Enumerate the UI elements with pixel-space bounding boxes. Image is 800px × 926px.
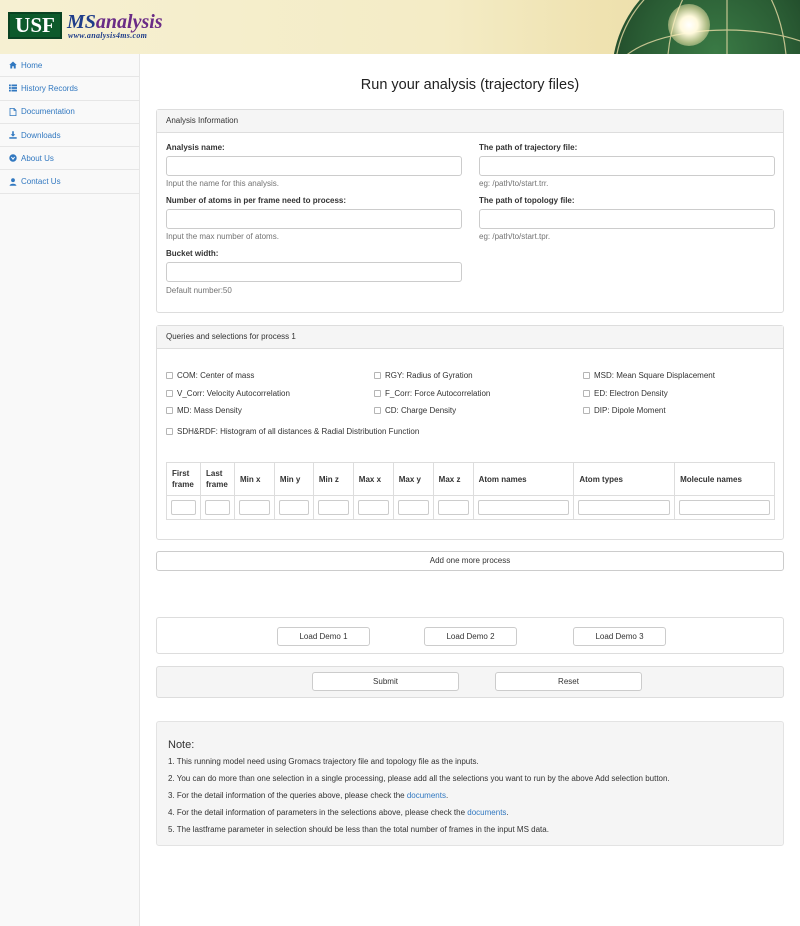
checkbox-box[interactable] <box>374 407 381 414</box>
sidebar-item-label: Contact Us <box>21 177 61 187</box>
checkbox-box[interactable] <box>374 372 381 379</box>
atoms-label: Number of atoms in per frame need to process: <box>166 196 347 205</box>
brand-ms: MS <box>67 11 96 33</box>
topology-path-label: The path of topology file: <box>479 196 575 205</box>
sidebar-item-label: History Records <box>21 83 78 93</box>
atoms-input[interactable] <box>166 209 462 229</box>
file-icon <box>9 108 17 116</box>
sidebar-item-downloads[interactable] <box>0 124 139 147</box>
column-header-min-z: Min z <box>313 463 353 496</box>
note-line-2: 2. You can do more than one selection in a single processing, please add all the selections you want to run by the above Add selection button. <box>168 774 670 783</box>
table-cell <box>393 496 433 520</box>
sidebar-item-documentation[interactable] <box>0 101 139 124</box>
bucket-width-label: Bucket width: <box>166 249 219 258</box>
usf-logo[interactable]: USF <box>8 12 62 39</box>
checkbox-box[interactable] <box>583 372 590 379</box>
table-cell <box>274 496 313 520</box>
min-z-input[interactable] <box>318 500 349 515</box>
note-line-3 <box>168 791 448 800</box>
checkbox-label: MSD: Mean Square Displacement <box>594 371 715 380</box>
page-title: Run your analysis (trajectory files) <box>360 77 580 93</box>
column-header-line: First <box>172 469 190 478</box>
load-demo-1-button[interactable]: Load Demo 1 <box>277 627 370 646</box>
table-cell <box>200 496 234 520</box>
atoms-help: Input the max number of atoms. <box>166 232 279 241</box>
column-header-last-frame <box>200 463 234 496</box>
table-cell <box>353 496 393 520</box>
atom-types-input[interactable] <box>578 500 670 515</box>
column-header-atom-types: Atom types <box>574 463 675 496</box>
sun-glow-graphic <box>668 4 710 46</box>
table-cell <box>675 496 775 520</box>
checkbox-ed[interactable] <box>583 389 668 398</box>
checkbox-label: SDH&RDF: Histogram of all distances & Radial Distribution Function <box>177 427 420 436</box>
checkbox-label: F_Corr: Force Autocorrelation <box>385 389 491 398</box>
checkbox-rgy[interactable] <box>374 371 473 380</box>
column-header-min-y: Min y <box>274 463 313 496</box>
checkbox-box[interactable] <box>583 407 590 414</box>
add-process-button[interactable]: Add one more process <box>156 551 784 571</box>
column-header-line: frame <box>172 480 194 489</box>
max-y-input[interactable] <box>398 500 429 515</box>
brand-url: www.analysis4ms.com <box>68 31 148 40</box>
checkbox-msd[interactable] <box>583 371 715 380</box>
column-header-atom-names: Atom names <box>473 463 574 496</box>
atom-names-input[interactable] <box>478 500 570 515</box>
column-header-max-z: Max z <box>433 463 473 496</box>
analysis-name-help: Input the name for this analysis. <box>166 179 279 188</box>
checkbox-label: ED: Electron Density <box>594 389 668 398</box>
checkbox-label: MD: Mass Density <box>177 406 242 415</box>
note-text: 4. For the detail information of parameters in the selections above, please check the <box>168 808 468 817</box>
note-line-5: 5. The lastframe parameter in selection should be less than the total number of frames in the input MS data. <box>168 825 549 834</box>
note-title: Note: <box>168 739 195 751</box>
sidebar-item-home[interactable] <box>0 54 139 77</box>
topology-path-input[interactable] <box>479 209 775 229</box>
min-x-input[interactable] <box>239 500 270 515</box>
note-text: . <box>506 808 509 817</box>
brand-rest: analysis <box>95 11 163 33</box>
sidebar-item-about-us[interactable] <box>0 147 139 170</box>
trajectory-path-label: The path of trajectory file: <box>479 143 578 152</box>
checkbox-f-corr[interactable] <box>374 389 490 398</box>
panel-heading: Queries and selections for process 1 <box>157 326 783 349</box>
documents-link[interactable]: documents <box>467 808 507 817</box>
note-line-1: 1. This running model need using Gromacs trajectory file and topology file as the inputs. <box>168 757 479 766</box>
checkbox-sdh-rdf[interactable] <box>166 427 419 436</box>
note-line-4 <box>168 808 509 817</box>
site-brand[interactable] <box>67 12 163 32</box>
column-header-molecule-names: Molecule names <box>675 463 775 496</box>
topology-path-help: eg: /path/to/start.tpr. <box>479 232 551 241</box>
sidebar-item-label: Home <box>21 60 43 70</box>
column-header-line: frame <box>205 480 228 489</box>
header-banner <box>0 0 800 54</box>
checkbox-v-corr[interactable] <box>166 389 290 398</box>
checkbox-box[interactable] <box>374 390 381 397</box>
first-frame-input[interactable] <box>171 500 196 515</box>
checkbox-box[interactable] <box>166 428 173 435</box>
table-header-row <box>167 463 775 496</box>
sidebar-item-label: Documentation <box>21 107 75 117</box>
sidebar-item-history-records[interactable] <box>0 77 139 100</box>
note-text: 3. For the detail information of the queries above, please check the <box>168 791 407 800</box>
table-cell <box>473 496 574 520</box>
checkbox-com[interactable] <box>166 371 254 380</box>
analysis-name-label: Analysis name: <box>166 143 225 152</box>
max-x-input[interactable] <box>358 500 389 515</box>
checkbox-box[interactable] <box>583 390 590 397</box>
checkbox-box[interactable] <box>166 372 173 379</box>
user-icon <box>9 178 17 186</box>
download-icon <box>9 131 17 139</box>
column-header-max-x: Max x <box>353 463 393 496</box>
min-y-input[interactable] <box>279 500 309 515</box>
checkbox-label: COM: Center of mass <box>177 371 255 380</box>
selection-table <box>166 462 775 520</box>
table-row <box>167 496 775 520</box>
column-header-line: Last <box>205 469 223 478</box>
analysis-info-panel <box>156 109 784 313</box>
column-header-first-frame <box>167 463 201 496</box>
table-cell <box>313 496 353 520</box>
checkbox-cd[interactable] <box>374 406 456 415</box>
sidebar-item-contact-us[interactable] <box>0 170 139 193</box>
demo-panel <box>156 617 784 654</box>
table-cell <box>574 496 675 520</box>
checkbox-label: RGY: Radius of Gyration <box>385 371 473 380</box>
bucket-width-help: Default number:50 <box>166 286 232 295</box>
trajectory-path-input[interactable] <box>479 156 775 176</box>
queries-panel <box>156 325 784 540</box>
load-demo-2-button[interactable]: Load Demo 2 <box>424 627 517 646</box>
bucket-width-input[interactable] <box>166 262 462 282</box>
checkbox-label: DIP: Dipole Moment <box>594 406 666 415</box>
note-text: . <box>445 791 449 800</box>
sidebar <box>0 54 140 926</box>
checkbox-md[interactable] <box>166 406 242 415</box>
reset-button[interactable]: Reset <box>495 672 642 691</box>
home-icon <box>9 61 17 69</box>
checkbox-dip[interactable] <box>583 406 666 415</box>
submit-panel <box>156 666 784 698</box>
documents-link[interactable]: documents <box>406 791 446 800</box>
checkbox-label: V_Corr: Velocity Autocorrelation <box>177 389 290 398</box>
panel-heading: Analysis Information <box>157 110 783 133</box>
analysis-name-input[interactable] <box>166 156 462 176</box>
sidebar-item-label: Downloads <box>21 130 61 140</box>
note-panel <box>156 721 784 846</box>
table-cell <box>234 496 274 520</box>
checkbox-box[interactable] <box>166 390 173 397</box>
checkbox-label: CD: Charge Density <box>385 406 457 415</box>
list-icon <box>9 84 17 92</box>
submit-button[interactable]: Submit <box>312 672 459 691</box>
sidebar-item-label: About Us <box>21 153 54 163</box>
molecule-names-input[interactable] <box>679 500 770 515</box>
table-cell <box>433 496 473 520</box>
checkbox-box[interactable] <box>166 407 173 414</box>
last-frame-input[interactable] <box>205 500 230 515</box>
load-demo-3-button[interactable]: Load Demo 3 <box>573 627 666 646</box>
column-header-min-x: Min x <box>234 463 274 496</box>
table-cell <box>167 496 201 520</box>
max-z-input[interactable] <box>438 500 469 515</box>
trajectory-path-help: eg: /path/to/start.trr. <box>479 179 549 188</box>
info-icon <box>9 154 17 162</box>
column-header-max-y: Max y <box>393 463 433 496</box>
